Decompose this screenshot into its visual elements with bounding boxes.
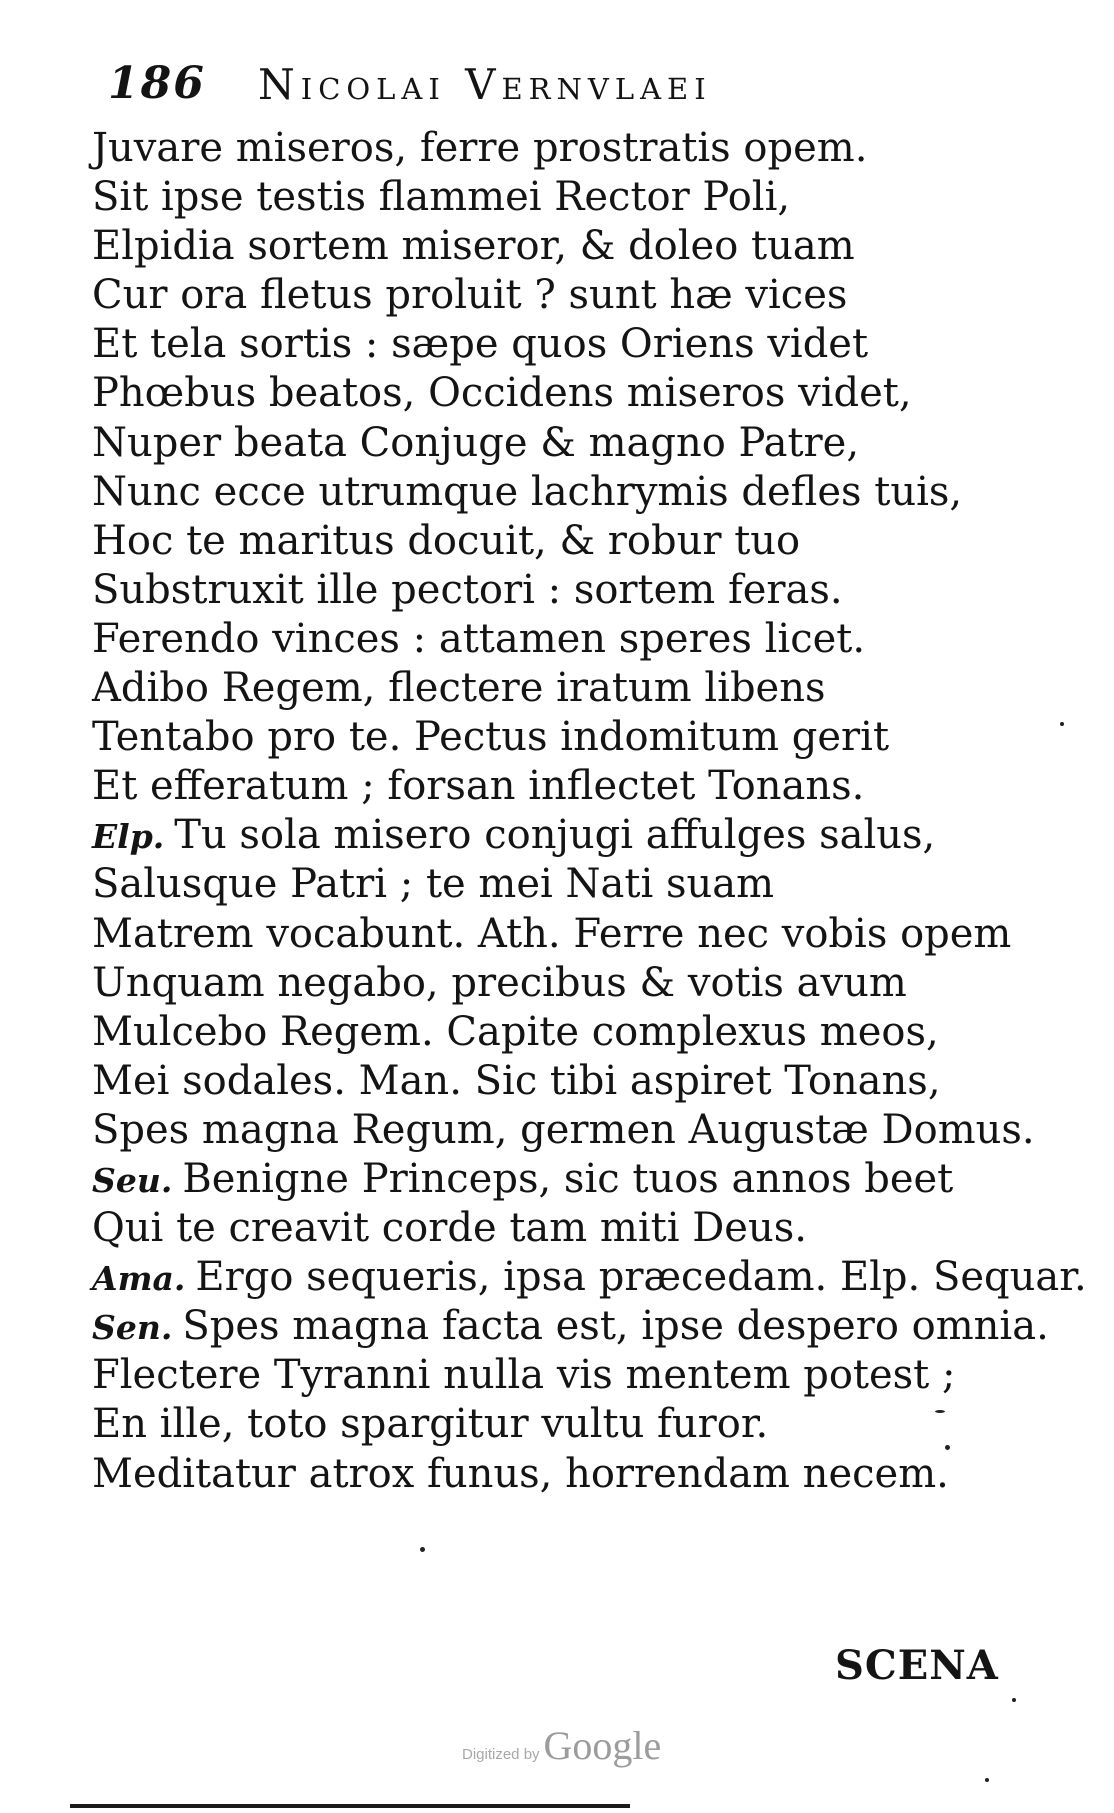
line-text: Et tela sortis : sæpe quos Oriens videt xyxy=(92,321,869,368)
verse-text xyxy=(92,124,1087,1499)
line-text: Sit ipse testis flammei Rector Poli, xyxy=(92,174,791,221)
line-text: Juvare miseros, ferre prostratis opem. xyxy=(92,125,868,171)
line-text: Spes magna Regum, germen Augustæ Domus. xyxy=(92,1106,1035,1153)
line-text: Tentabo pro te. Pectus indomitum gerit xyxy=(92,714,890,761)
verse-line xyxy=(92,566,972,615)
line-text: Benigne Princeps, sic tuos annos beet xyxy=(182,1155,954,1202)
line-text: Mulcebo Regem. Capite complexus meos, xyxy=(92,1008,939,1055)
verse-line xyxy=(92,762,972,811)
verse-line xyxy=(92,615,972,664)
line-text: Unquam negabo, precibus & votis avum xyxy=(92,959,907,1006)
verse-line xyxy=(92,1302,1049,1351)
verse-line xyxy=(92,173,972,222)
line-text: Hoc te maritus docuit, & robur tuo xyxy=(92,517,801,564)
line-text: Salusque Patri ; te mei Nati suam xyxy=(92,861,775,908)
ink-speck xyxy=(1060,722,1064,726)
line-text: En ille, toto spargitur vultu furor. xyxy=(92,1401,769,1448)
verse-line xyxy=(92,1106,1035,1155)
line-text: Cur ora fletus proluit ? sunt hæ vices xyxy=(92,272,848,319)
verse-line xyxy=(92,1008,972,1057)
verse-line xyxy=(92,320,972,369)
verse-line xyxy=(92,517,972,566)
verse-line xyxy=(92,369,972,418)
watermark-prefix: Digitized by xyxy=(462,1746,540,1763)
verse-line xyxy=(92,1057,972,1106)
line-text: Adibo Regem, flectere iratum libens xyxy=(92,665,826,712)
verse-line xyxy=(92,1400,972,1449)
verse-line xyxy=(92,713,972,762)
speaker-label: Ama. xyxy=(92,1259,186,1299)
verse-line xyxy=(92,271,972,320)
google-logo: Google xyxy=(543,1723,662,1768)
verse-line xyxy=(92,1155,972,1204)
verse-line xyxy=(92,664,972,713)
digitization-watermark xyxy=(462,1722,661,1769)
line-text: Matrem vocabunt. Ath. Ferre nec vobis opem xyxy=(92,910,1012,957)
line-text: Nuper beata Conjuge & magno Patre, xyxy=(92,419,860,466)
running-head: Nicolai Vernvlaei xyxy=(258,60,712,109)
verse-line xyxy=(92,1450,972,1499)
ink-speck xyxy=(420,1547,425,1552)
verse-line xyxy=(92,860,972,909)
verse-line xyxy=(92,959,972,1008)
line-text: Ergo sequeris, ipsa præcedam. Elp. Sequar. xyxy=(195,1254,1087,1301)
line-text: Ferendo vinces : attamen speres licet. xyxy=(92,615,866,662)
line-text: Substruxit ille pectori : sortem feras. xyxy=(92,566,843,613)
ink-speck xyxy=(945,1445,950,1450)
line-text: Et efferatum ; forsan inflectet Tonans. xyxy=(92,763,865,810)
line-text: Nunc ecce utrumque lachrymis defles tuis, xyxy=(92,468,963,515)
line-text: Tu sola misero conjugi affulges salus, xyxy=(174,812,936,859)
ink-speck xyxy=(985,1778,989,1782)
line-text: Spes magna facta est, ipse despero omnia. xyxy=(182,1303,1049,1350)
verse-line xyxy=(92,811,972,860)
line-text: Elpidia sortem miseror, & doleo tuam xyxy=(92,223,855,270)
verse-line xyxy=(92,419,972,468)
ink-speck xyxy=(935,1410,945,1413)
verse-line xyxy=(92,222,972,271)
speaker-label: Seu. xyxy=(92,1160,173,1200)
line-text: Meditatur atrox funus, horrendam necem. xyxy=(92,1450,949,1497)
verse-line xyxy=(92,1351,972,1400)
verse-line xyxy=(92,1253,1087,1302)
line-text: Qui te creavit corde tam miti Deus. xyxy=(92,1205,807,1252)
verse-line xyxy=(92,124,972,173)
ink-speck xyxy=(1012,1698,1016,1702)
bottom-rule xyxy=(70,1804,630,1808)
page-header xyxy=(108,58,898,118)
verse-line xyxy=(92,468,972,517)
page-number: 186 xyxy=(108,58,206,109)
line-text: Phœbus beatos, Occidens miseros videt, xyxy=(92,370,912,417)
catchword: SCENA xyxy=(835,1642,999,1689)
line-text: Flectere Tyranni nulla vis mentem potest ; xyxy=(92,1352,956,1399)
speaker-label: Sen. xyxy=(92,1308,173,1348)
line-text: Mei sodales. Man. Sic tibi aspiret Tonans, xyxy=(92,1057,941,1104)
verse-line xyxy=(92,1204,972,1253)
verse-line xyxy=(92,910,1012,959)
speaker-label: Elp. xyxy=(92,817,165,857)
